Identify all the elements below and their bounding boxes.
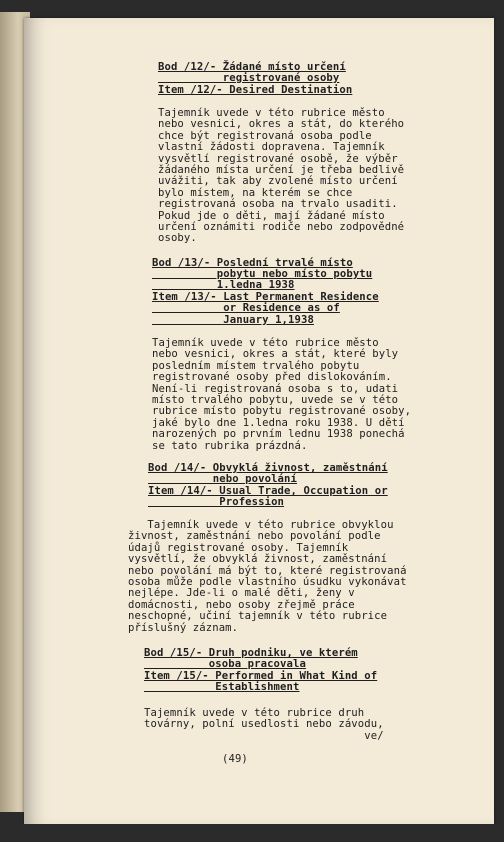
section-12-cz-heading-line-2: registrované osoby xyxy=(158,72,340,84)
section-15-cz-heading-line-1: Bod /15/- Druh podniku, ve kterém xyxy=(144,647,358,659)
section-12-cz-heading-line-1: Bod /12/- Žádané místo určení xyxy=(158,61,346,73)
section-14-cz-heading-line-2: nebo povolání xyxy=(148,473,297,485)
section-14-body: Tajemník uvede v této rubrice obvyklou živnost, zaměstnání nebo povolání podle údajů registrované osoby. Tajemník vysvětlí, že obvyklá živnost, zaměstnání nebo povolání má být to, které registrovaná osoba může podle vlastního úsudku vykonávat nejlépe. Jde-li o malé děti, ženy v domácnosti, nebo osoby zřejmě práce neschopné, učiní tajemník v této rubrice příslušný záznam. xyxy=(128,519,407,634)
section-13-cz-heading-line-3: 1.ledna 1938 xyxy=(152,279,295,291)
document-page xyxy=(24,18,494,824)
section-15-en-heading-line-2: Establishment xyxy=(144,681,300,693)
section-13-body: Tajemník uvede v této rubrice město nebo vesnici, okres a stát, které byly posledním místem trvalého pobytu registrované osoby před dislokováním. Není-li registrovaná osoba s to, udati místo trvalého pobytu, uvede se v této rubrice místo pobytu registrované osoby, jaké bylo dne 1.ledna roku 1938. U dětí narozených po prvním lednu 1938 ponechá se tato rubrika prázdná. xyxy=(152,337,412,452)
section-15-en-heading-line-1: Item /15/- Performed in What Kind of xyxy=(144,670,378,682)
section-13-en-heading-line-2: or Residence as of xyxy=(152,302,340,314)
scan-bottom-edge xyxy=(0,824,504,842)
section-12-en-heading: Item /12/- Desired Destination xyxy=(158,84,353,96)
section-13-en-heading-line-1: Item /13/- Last Permanent Residence xyxy=(152,291,379,303)
section-14-en-heading-line-2: Profession xyxy=(148,496,285,508)
section-12-body: Tajemník uvede v této rubrice město nebo vesnici, okres a stát, do kterého chce být registrovaná osoba podle vlastní žádosti dopravena. Tajemník vysvětlí registrované osobě, že výběr žádaného místa určení je třeba bedlivě uvážiti, tak aby zvolené místo určení bylo místem, na kterém se chce registrovaná osoba na trvalo usaditi. Pokud jde o děti, mají žádané místo určení oznámiti rodiče nebo zodpovědné osoby. xyxy=(158,107,405,245)
section-14-cz-heading-line-1: Bod /14/- Obvyklá živnost, zaměstnání xyxy=(148,462,388,474)
page-number: (49) xyxy=(222,753,248,765)
section-15-body: Tajemník uvede v této rubrice druh továrny, polní usedlosti nebo závodu, ve/ xyxy=(144,707,384,742)
section-13-cz-heading-line-2: pobytu nebo místo pobytu xyxy=(152,268,373,280)
section-13-en-heading-line-3: January 1,1938 xyxy=(152,314,314,326)
section-14-en-heading-line-1: Item /14/- Usual Trade, Occupation or xyxy=(148,485,388,497)
section-13-cz-heading-line-1: Bod /13/- Poslední trvalé místo xyxy=(152,257,353,269)
section-15-cz-heading-line-2: osoba pracovala xyxy=(144,658,306,670)
